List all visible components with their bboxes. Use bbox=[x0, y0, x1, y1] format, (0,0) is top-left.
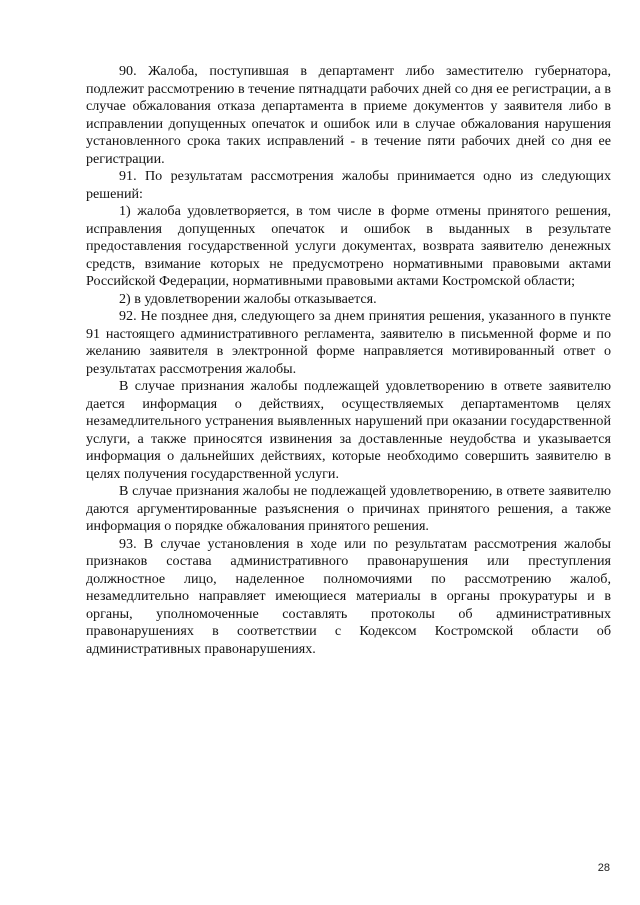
page-number: 28 bbox=[597, 862, 610, 874]
paragraph-92-satisfied: В случае признания жалобы подлежащей удовлетворению в ответе заявителю дается информация о действиях, осуществляемых департаментомв целях незамедлительного устранения выявленных нарушений при оказании государственной услуги, а также приносятся извинения за доставленные неудобства и указывается информация о дальнейших действиях, которые необходимо совершить заявителю в целях получения государственной услуги. bbox=[86, 378, 611, 482]
document-body bbox=[86, 63, 611, 658]
paragraph-92: 92. Не позднее дня, следующего за днем принятия решения, указанного в пункте 91 настоящего административного регламента, заявителю в письменной форме и по желанию заявителя в электронной форме направляется мотивированный ответ о результатах рассмотрения жалобы. bbox=[86, 308, 611, 377]
paragraph-91: 91. По результатам рассмотрения жалобы принимается одно из следующих решений: bbox=[86, 168, 611, 202]
paragraph-92-rejected: В случае признания жалобы не подлежащей удовлетворению, в ответе заявителю даются аргументированные разъяснения о причинах принятого решения, а также информация о порядке обжалования принятого решения. bbox=[86, 483, 611, 534]
paragraph-91-item-1: 1) жалоба удовлетворяется, в том числе в форме отмены принятого решения, исправления допущенных опечаток и ошибок в выданных в результате предоставления государственной услуги документах, возврата заявителю денежных средств, взимание которых не предусмотрено нормативными правовыми актами Российской Федерации, нормативными правовыми актами Костромской области; bbox=[86, 203, 611, 289]
paragraph-91-item-2: 2) в удовлетворении жалобы отказывается. bbox=[119, 290, 377, 307]
paragraph-93: 93. В случае установления в ходе или по результатам рассмотрения жалобы признаков состава административного правонарушения или преступления должностное лицо, наделенное полномочиями по рассмотрению жалоб, незамедлительно направляет имеющиеся материалы в органы прокуратуры и в органы, уполномоченные составлять протоколы об административных правонарушениях в соответствии с Кодексом Костромской области об административных правонарушениях. bbox=[86, 535, 611, 657]
paragraph-90: 90. Жалоба, поступившая в департамент либо заместителю губернатора, подлежит рассмотрению в течение пятнадцати рабочих дней со дня ее регистрации, а в случае обжалования отказа департамента в приеме документов у заявителя либо в исправлении допущенных опечаток и ошибок или в случае обжалования нарушения установленного срока таких исправлений - в течение пяти рабочих дней со дня ее регистрации. bbox=[86, 63, 611, 167]
